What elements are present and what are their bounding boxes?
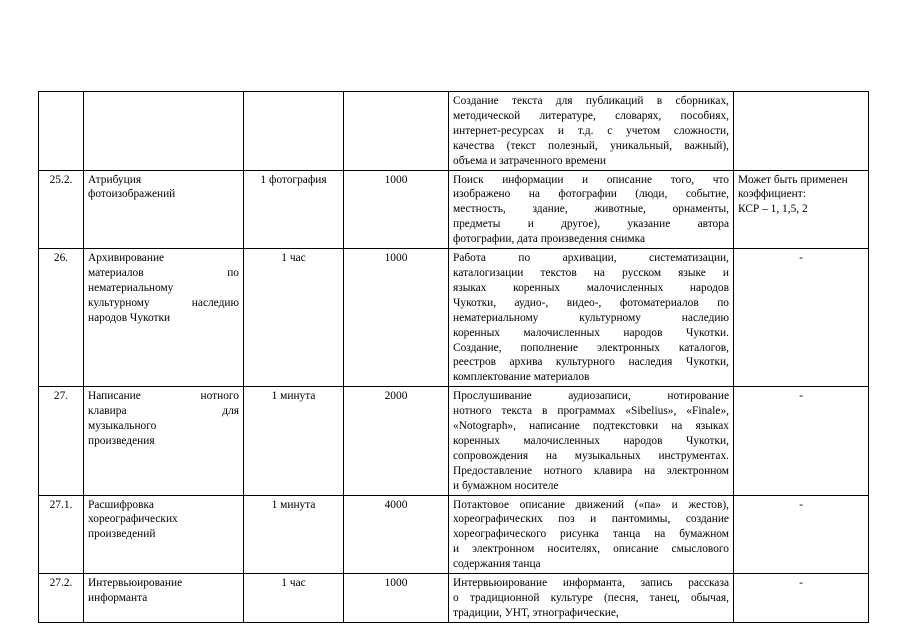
cell-text-line: Интервьюирование информанта, запись рассказа: [453, 577, 729, 590]
cell-text-line: Написание нотного: [88, 390, 239, 403]
price-value: 1000: [344, 574, 449, 623]
cell-text-line: Архивирование: [88, 252, 165, 265]
service-description: [449, 574, 734, 623]
service-note: [734, 170, 869, 249]
cell-text-line: и электронном носителях, описание смыслового: [453, 543, 729, 556]
cell-text-line: Интервьюирование: [88, 577, 183, 590]
cell-text-line: нотного текста в программах «Sibelius», «Finale»,: [453, 405, 729, 418]
cell-text-line: -: [799, 252, 803, 265]
service-name: [84, 574, 244, 623]
service-description: [449, 170, 734, 249]
unit-of-measure: 1 час: [244, 574, 344, 623]
cell-text-line: Может быть применен: [738, 173, 848, 186]
cell-text-line: Потактовое описание движений («па» и жестов),: [453, 498, 729, 511]
cell-text-line: Чукотки, аудио-, видео-, фотоматериалов по: [453, 296, 729, 309]
table-row: [39, 574, 869, 623]
cell-text-line: Атрибуция: [88, 173, 142, 186]
service-description: [449, 249, 734, 387]
table-row: [39, 495, 869, 574]
service-note: [734, 92, 869, 171]
row-number: 27.2.: [39, 574, 84, 623]
cell-text-line: народов Чукотки: [88, 311, 171, 324]
row-number: 25.2.: [39, 170, 84, 249]
cell-text-line: сопровождения на музыкальных инструментах.: [453, 449, 729, 462]
cell-text-line: Прослушивание аудиозаписи, нотирование: [453, 390, 729, 403]
cell-text-line: и бумажном носителе: [453, 479, 559, 492]
row-number: [39, 92, 84, 171]
cell-text-line: реестров архива культурного наследия Чукотки,: [453, 356, 729, 369]
service-note: [734, 574, 869, 623]
cell-text-line: местность, здание, животные, орнаменты,: [453, 203, 729, 216]
cell-text-line: качества (текст полезный, уникальный, важный),: [453, 139, 729, 152]
cell-text-line: Расшифровка: [88, 498, 154, 511]
cell-text-line: «Notograph», написание подтекстовки на языках: [453, 420, 729, 433]
cell-text-line: традиции, УНТ, этнографические,: [453, 606, 619, 619]
cell-text-line: о традиционной культуре (песня, танец, обычая,: [453, 592, 729, 604]
cell-text-line: Предоставление нотного клавира на электронном: [453, 464, 729, 477]
price-value: 4000: [344, 495, 449, 574]
price-value: 1000: [344, 249, 449, 387]
cell-text-line: содержания танца: [453, 558, 541, 571]
cell-text-line: нематериальному: [88, 281, 174, 294]
row-number: 27.1.: [39, 495, 84, 574]
cell-text-line: клавира для: [88, 405, 239, 418]
table-row: [39, 249, 869, 387]
price-value: [344, 92, 449, 171]
cell-text-line: коэффициент:: [738, 188, 806, 201]
service-note: [734, 249, 869, 387]
cell-text-line: произведений: [88, 528, 156, 541]
row-number: 27.: [39, 387, 84, 495]
service-note: [734, 387, 869, 495]
unit-of-measure: 1 фотография: [244, 170, 344, 249]
cell-text-line: произведения: [88, 434, 155, 447]
cell-text-line: методической литературе, словарях, пособиях,: [453, 109, 729, 122]
cell-text-line: материалов по: [88, 266, 239, 279]
price-value: 1000: [344, 170, 449, 249]
cell-text-line: Работа по архивации, систематизации,: [453, 252, 729, 265]
cell-text-line: информанта: [88, 592, 148, 604]
service-note: [734, 495, 869, 574]
service-description: [449, 495, 734, 574]
table-row: [39, 92, 869, 171]
cell-text-line: фотоизображений: [88, 188, 176, 201]
service-name: [84, 495, 244, 574]
cell-text-line: нематериальному культурному наследию: [453, 311, 729, 324]
cell-text-line: культурному наследию: [88, 296, 239, 309]
cell-text-line: фотографии, дата произведения снимка: [453, 233, 646, 246]
cell-text-line: изображено на фотографии (люди, событие,: [453, 188, 729, 201]
cell-text-line: -: [799, 498, 803, 511]
table-row: [39, 387, 869, 495]
unit-of-measure: 1 минута: [244, 387, 344, 495]
service-name: [84, 387, 244, 495]
service-name: [84, 170, 244, 249]
service-name: [84, 249, 244, 387]
cell-text-line: хореографического рисунка танца на бумажном: [453, 528, 729, 541]
cell-text-line: хореографических поз и пантомимы, создание: [453, 513, 729, 526]
cell-text-line: языках коренных малочисленных народов: [453, 281, 729, 294]
row-number: 26.: [39, 249, 84, 387]
cell-text-line: коренных малочисленных народов Чукотки,: [453, 434, 729, 447]
cell-text-line: Поиск информации и описание того, что: [453, 173, 729, 186]
service-description: [449, 387, 734, 495]
cell-text-line: Создание, пополнение электронных каталогов,: [453, 341, 729, 354]
cell-text-line: комплектование материалов: [453, 371, 590, 384]
price-value: 2000: [344, 387, 449, 495]
cell-text-line: интернет-ресурсах и т.д. с учетом сложности,: [453, 124, 729, 137]
cell-text-line: предметы и другое), указание автора: [453, 218, 729, 231]
unit-of-measure: 1 час: [244, 249, 344, 387]
cell-text-line: КСР – 1, 1,5, 2: [738, 203, 808, 216]
service-name: [84, 92, 244, 171]
cell-text-line: -: [799, 577, 803, 590]
cell-text-line: -: [799, 390, 803, 403]
cell-text-line: Создание текста для публикаций в сборниках,: [453, 95, 729, 107]
service-description: [449, 92, 734, 171]
unit-of-measure: [244, 92, 344, 171]
services-price-table: [38, 91, 869, 623]
cell-text-line: каталогизации текстов на русском языке и: [453, 266, 729, 279]
cell-text-line: объема и затраченного времени: [453, 154, 606, 167]
unit-of-measure: 1 минута: [244, 495, 344, 574]
cell-text-line: музыкального: [88, 420, 157, 433]
table-row: [39, 170, 869, 249]
cell-text-line: коренных малочисленных народов Чукотки.: [453, 326, 729, 339]
cell-text-line: хореографических: [88, 513, 178, 526]
